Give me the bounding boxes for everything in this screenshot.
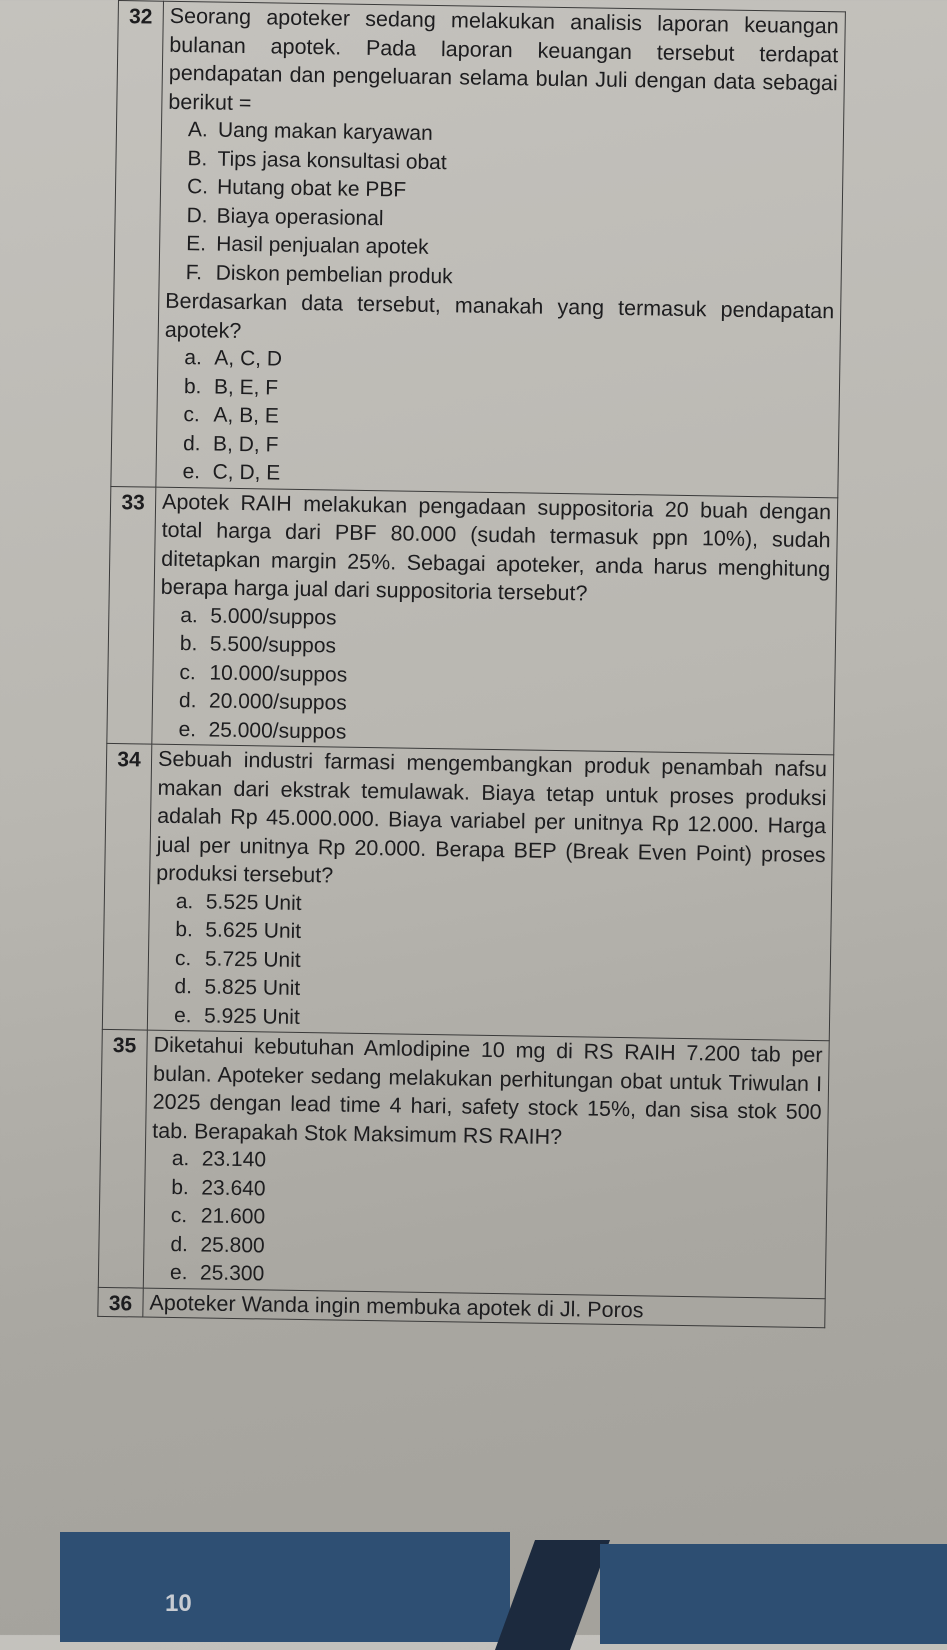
question-number: 32: [111, 1, 164, 487]
data-item: D. Biaya operasional: [186, 203, 384, 230]
data-item: A. Uang makan karyawan: [187, 118, 433, 145]
question-stem: Sebuah industri farmasi mengembangkan produk penambah nafsu makan dari ekstrak temulawak. Biaya tetap untuk proses produksi adalah Rp 45.000.000. Biaya variabel per unitnya Rp 12.000. Harga jual per unitnya Rp 20.000. Berapa BEP (Break Even Point) proses produksi tersebut?: [156, 746, 828, 888]
data-list: [185, 116, 837, 297]
question-row-35: [98, 1029, 829, 1298]
question-number: 36: [98, 1287, 143, 1317]
answer-option: c. 21.600: [170, 1203, 266, 1229]
answer-option: b. 5.625 Unit: [175, 918, 302, 943]
question-number: 35: [98, 1029, 147, 1287]
answer-option: a. 5.000/suppos: [180, 603, 337, 630]
answer-option: d. 5.825 Unit: [174, 975, 301, 1000]
answer-option: e. 25.300: [169, 1260, 265, 1286]
answer-option: e. C, D, E: [182, 460, 281, 485]
question-row-33: [107, 486, 838, 755]
answer-option: d. B, D, F: [182, 431, 279, 457]
answer-option: b. 23.640: [171, 1175, 266, 1200]
answer-option: a. 5.525 Unit: [175, 889, 302, 915]
answer-options: [174, 888, 825, 1041]
answer-options: [182, 344, 833, 497]
answer-options: [178, 602, 829, 755]
data-item: B. Tips jasa konsultasi obat: [187, 146, 447, 174]
question-number: 33: [107, 486, 156, 744]
question-stem: Apotek RAIH melakukan pengadaan suppositoria 20 buah dengan total harga dari PBF 80.000 (sudah termasuk ppn 10%), sudah ditetapkan margin 25%. Sebagai apoteker, anda harus menghitung berapa harga jual dari suppositoria tersebut?: [160, 489, 832, 606]
answer-option: d. 25.800: [170, 1232, 265, 1257]
footer-blue-band: [60, 1532, 510, 1642]
data-item: C. Hutang obat ke PBF: [186, 175, 407, 202]
answer-option: b. 5.500/suppos: [179, 632, 337, 658]
question-row-34: [102, 743, 833, 1040]
answer-option: c. 10.000/suppos: [179, 660, 348, 687]
footer-slash-decoration: [495, 1540, 610, 1650]
answer-option: e. 5.925 Unit: [173, 1003, 300, 1029]
answer-option: b. B, E, F: [183, 374, 279, 400]
answer-option: a. A, C, D: [184, 346, 283, 371]
question-stem: Seorang apoteker sedang melakukan analisis laporan keuangan bulanan apotek. Pada laporan keuangan tersebut terdapat pendapatan dan pengeluaran selama bulan Juli dengan data sebagai berikut =: [168, 3, 839, 115]
answer-option: c. 5.725 Unit: [174, 946, 301, 972]
question-stem: Apoteker Wanda ingin membuka apotek di Jl. Poros: [149, 1290, 644, 1322]
footer-blue-band-right: [600, 1544, 947, 1644]
page-number: 10: [165, 1590, 192, 1617]
data-item: F. Diskon pembelian produk: [185, 260, 453, 288]
question-number: 34: [102, 743, 151, 1030]
data-item: E. Hasil penjualan apotek: [186, 232, 429, 259]
answer-option: a. 23.140: [171, 1146, 267, 1172]
question-row-32: [111, 1, 846, 498]
answer-option: d. 20.000/suppos: [178, 689, 347, 715]
answer-option: e. 25.000/suppos: [178, 717, 347, 744]
question-prompt: Berdasarkan data tersebut, manakah yang termasuk pendapatan apotek?: [164, 288, 835, 343]
question-stem: Diketahui kebutuhan Amlodipine 10 mg di RS RAIH 7.200 tab per bulan. Apoteker sedang melakukan perhitungan obat untuk Triwulan I 2025 dengan lead time 4 hari, safety stock 15%, dan sisa stok 500 tab. Berapakah Stok Maksimum RS RAIH?: [152, 1032, 823, 1149]
exam-question-table: [97, 0, 846, 1328]
answer-option: c. A, B, E: [183, 403, 280, 428]
answer-options: [170, 1145, 821, 1298]
